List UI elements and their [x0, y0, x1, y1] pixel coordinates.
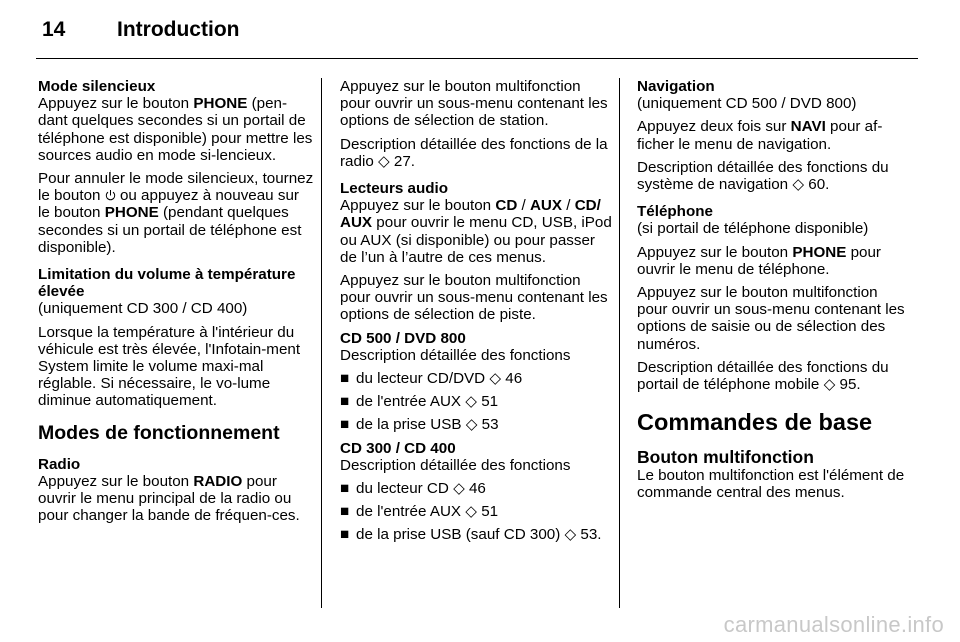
heading-mode-silencieux: Mode silencieux: [38, 78, 156, 95]
page-reference: 27.: [389, 152, 416, 170]
list-item: [340, 370, 612, 387]
text: pour ouvrir le menu de téléphone.: [637, 243, 881, 278]
list-item: [340, 526, 612, 543]
column-divider-1: [321, 78, 322, 608]
text: pour ouvrir le menu principal de la radio ou pour changer la bande de fréquen-ces.: [38, 472, 300, 525]
bullet-icon: ■: [340, 393, 350, 411]
text: de l'entrée AUX: [356, 393, 466, 411]
paragraph: Description détaillée des fonctions: [340, 346, 571, 364]
column-divider-2: [619, 78, 620, 608]
text: de la prise USB (sauf CD 300): [356, 526, 565, 544]
page-number: 14: [42, 18, 66, 41]
header-rule: [36, 58, 918, 59]
radio-key-label: RADIO: [193, 472, 243, 490]
page-reference: 53: [477, 416, 499, 434]
text: ou appuyez à nouveau sur le bouton: [38, 187, 299, 222]
paragraph: [637, 118, 907, 152]
text: Description détaillée des fonctions du système de navigation: [637, 158, 889, 194]
page-reference: 51: [476, 393, 499, 411]
paragraph: [637, 159, 907, 193]
page-header: [42, 18, 239, 42]
page-reference-icon: ◇: [465, 393, 477, 411]
list-item: [340, 393, 612, 410]
list-item: [340, 503, 612, 520]
paragraph: Description détaillée des fonctions: [340, 456, 571, 474]
separator: /: [562, 197, 575, 215]
text: Appuyez sur le bouton: [38, 95, 194, 113]
navi-key-label: NAVI: [790, 118, 826, 136]
page-reference-icon: ◇: [489, 370, 502, 388]
heading-cd300-cd400: CD 300 / CD 400: [340, 439, 456, 457]
text: (pen-dant quelques secondes si un portail de téléphone est disponible) pour mettre les sources audio en mode si-lencieux.: [38, 95, 313, 164]
column-3: [637, 78, 907, 508]
heading-cd500-dvd800: CD 500 / DVD 800: [340, 329, 466, 347]
page-reference: 95.: [835, 376, 861, 394]
paragraph: [637, 359, 907, 393]
list-item: [340, 416, 612, 433]
cd-key-label: CD: [495, 197, 518, 215]
paragraph: [38, 170, 314, 256]
page-title: Introduction: [117, 18, 240, 41]
text: de la prise USB: [356, 416, 466, 434]
heading-lecteurs-audio: Lecteurs audio: [340, 180, 449, 198]
text: du lecteur CD/DVD: [356, 370, 490, 388]
page-reference-icon: ◇: [564, 526, 577, 544]
phone-key-label: PHONE: [193, 95, 248, 113]
list-item: [340, 480, 612, 497]
text: (pendant quelques secondes si un portail de téléphone est disponible).: [38, 204, 302, 256]
page-reference-icon: ◇: [823, 376, 836, 394]
text: Description détaillée des fonctions du portail de téléphone mobile: [637, 358, 889, 394]
paragraph: Lorsque la température à l'intérieur du véhicule est très élevée, l'Infotain-ment System limite le volume maxi-mal réglable. Si nécessaire, le vo-lume diminue automatiquement.: [38, 323, 301, 410]
heading-bouton-multifonction: Bouton multifonction: [637, 447, 814, 468]
heading-navigation: Navigation: [637, 78, 715, 95]
text: Pour annuler le mode silencieux, tournez le bouton: [38, 170, 314, 205]
column-2: [340, 78, 612, 550]
paragraph: (si portail de téléphone disponible): [637, 220, 869, 238]
text: pour ouvrir le menu CD, USB, iPod ou AUX (si disponible) ou pour passer de l’un à l’autre de ces menus.: [340, 214, 612, 266]
separator: /: [517, 197, 530, 215]
bullet-icon: ■: [340, 480, 350, 498]
page-reference-icon: ◇: [465, 416, 478, 434]
page-reference: 46: [464, 480, 486, 498]
paragraph: (uniquement CD 500 / DVD 800): [637, 95, 857, 113]
power-knob-icon: [105, 187, 116, 204]
page-reference: 60.: [804, 176, 830, 194]
cd500-function-list: [340, 370, 612, 434]
paragraph: Appuyez sur le bouton multifonction pour ouvrir un sous-menu contenant les options de saisie ou de sélection des numéros.: [637, 284, 905, 353]
text: du lecteur CD: [356, 480, 454, 498]
page-reference-icon: ◇: [465, 503, 477, 521]
paragraph: Appuyez sur le bouton multifonction pour ouvrir un sous-menu contenant les options de sélection de piste.: [340, 272, 608, 324]
page-reference: 53.: [576, 526, 602, 544]
text: pour af-ficher le menu de navigation.: [637, 118, 883, 153]
cd300-function-list: [340, 480, 612, 544]
paragraph: [637, 244, 907, 278]
text: Appuyez sur le bouton: [38, 472, 194, 490]
heading-commandes-de-base: Commandes de base: [637, 409, 873, 436]
phone-key-label: PHONE: [792, 243, 847, 261]
paragraph: (uniquement CD 300 / CD 400): [38, 300, 248, 318]
text: Appuyez deux fois sur: [637, 118, 791, 136]
page-reference-icon: ◇: [453, 480, 465, 498]
page-reference-icon: ◇: [792, 176, 805, 194]
heading-telephone: Téléphone: [637, 203, 713, 221]
cd-aux-key-label: CD/ AUX: [340, 197, 601, 232]
text: Description détaillée des fonctions de la radio: [340, 135, 608, 170]
page-reference-icon: ◇: [378, 152, 390, 170]
text: Appuyez sur le bouton: [340, 197, 496, 215]
paragraph: [38, 473, 314, 525]
aux-key-label: AUX: [529, 197, 563, 215]
paragraph: [340, 197, 612, 266]
paragraph: [340, 136, 612, 170]
bullet-icon: ■: [340, 503, 350, 521]
bullet-icon: ■: [340, 370, 350, 388]
bullet-icon: ■: [340, 416, 350, 434]
paragraph: [38, 95, 314, 164]
paragraph: Le bouton multifonction est l'élément de commande central des menus.: [637, 467, 905, 502]
paragraph: Appuyez sur le bouton multifonction pour ouvrir un sous-menu contenant les options de sélection de station.: [340, 78, 608, 130]
text: Appuyez sur le bouton: [637, 243, 793, 261]
heading-limitation-volume: Limitation du volume à température élevée: [38, 266, 296, 301]
heading-modes-fonctionnement: Modes de fonctionnement: [38, 421, 280, 444]
text: de l'entrée AUX: [356, 503, 466, 521]
heading-radio: Radio: [38, 455, 81, 473]
phone-key-label: PHONE: [104, 204, 159, 222]
page-reference: 51: [476, 503, 499, 521]
bullet-icon: ■: [340, 526, 350, 544]
watermark: carmanualsonline.info: [723, 612, 944, 637]
page-reference: 46: [501, 370, 523, 388]
column-1: [38, 78, 314, 530]
